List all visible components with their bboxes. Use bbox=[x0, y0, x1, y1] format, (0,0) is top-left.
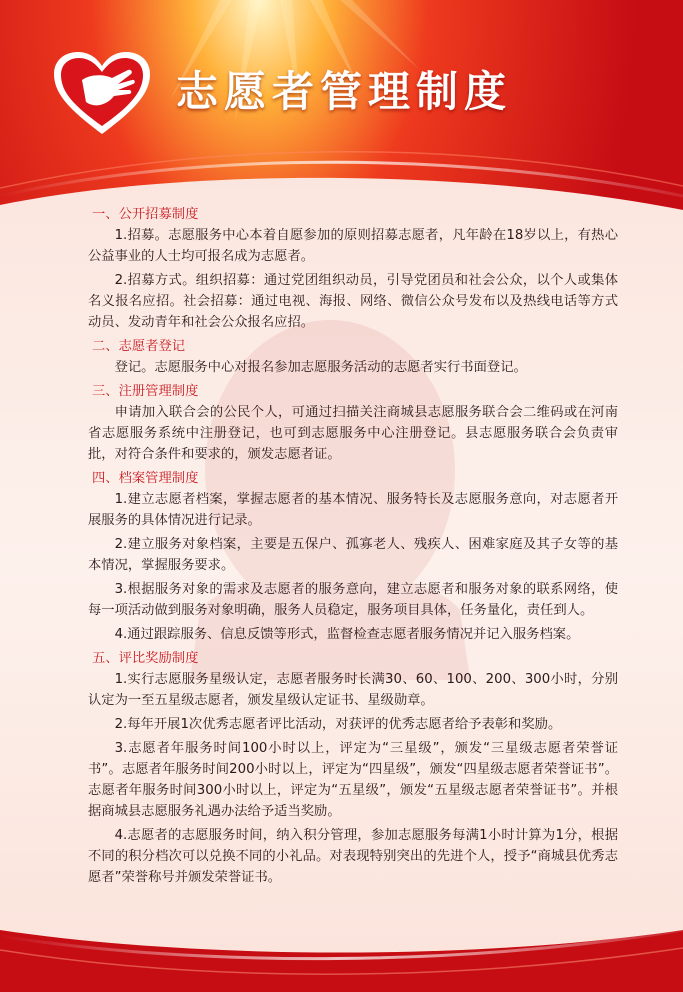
paragraph: 1.建立志愿者档案，掌握志愿者的基本情况、服务特长及志愿服务意向，对志愿者开展服务的具体情况进行记录。 bbox=[88, 492, 618, 528]
section-title: 二、志愿者登记 bbox=[92, 339, 186, 354]
regulation-content bbox=[88, 204, 618, 891]
paragraph: 1.招募。志愿服务中心本着自愿参加的原则招募志愿者，凡年龄在18岁以上，有热心公益事业的人士均可报名成为志愿者。 bbox=[88, 228, 618, 264]
section-title: 一、公开招募制度 bbox=[92, 207, 199, 222]
section-enrollment bbox=[88, 381, 618, 465]
volunteer-heart-hand-icon bbox=[52, 50, 152, 136]
section-recruitment bbox=[88, 204, 618, 333]
paragraph: 1.实行志愿服务星级认定，志愿者服务时长满30、60、100、200、300小时，分别认定为一至五星级志愿者，颁发星级认定证书、星级勋章。 bbox=[88, 672, 618, 708]
paragraph: 2.招募方式。组织招募：通过党团组织动员，引导党团员和社会公众，以个人或集体名义报名应招。社会招募：通过电视、海报、网络、微信公众号发布以及热线电话等方式动员、发动青年和社会公众报名应招。 bbox=[88, 273, 618, 330]
section-title: 三、注册管理制度 bbox=[92, 384, 199, 399]
section-title: 四、档案管理制度 bbox=[92, 471, 199, 486]
paragraph: 4.志愿者的志愿服务时间，纳入积分管理，参加志愿服务每满1小时计算为1分，根据不同的积分档次可以兑换不同的小礼品。对表现特别突出的先进个人，授予“商城县优秀志愿者”荣誉称号并颁发荣誉证书。 bbox=[88, 828, 618, 885]
paragraph: 2.每年开展1次优秀志愿者评比活动，对获评的优秀志愿者给予表彰和奖励。 bbox=[114, 717, 562, 732]
paragraph: 3.志愿者年服务时间100小时以上，评定为“三星级”，颁发“三星级志愿者荣誉证书”。志愿者年服务时间200小时以上，评定为“四星级”，颁发“四星级志愿者荣誉证书”。志愿者年服务时间300小时以上，评定为“五星级”，颁发“五星级志愿者荣誉证书”。并根据商城县志愿服务礼遇办法给予适当奖励。 bbox=[88, 741, 618, 819]
section-awards bbox=[88, 648, 618, 888]
paragraph: 2.建立服务对象档案，主要是五保户、孤寡老人、残疾人、困难家庭及其子女等的基本情况，掌握服务要求。 bbox=[88, 537, 618, 573]
paragraph: 登记。志愿服务中心对报名参加志愿服务活动的志愿者实行书面登记。 bbox=[114, 360, 527, 375]
section-registration bbox=[88, 336, 618, 378]
section-archives bbox=[88, 468, 618, 645]
paragraph: 申请加入联合会的公民个人，可通过扫描关注商城县志愿服务联合会二维码或在河南省志愿服务系统中注册登记，也可到志愿服务中心注册登记。县志愿服务联合会负责审批，对符合条件和要求的，颁发志愿者证。 bbox=[88, 405, 618, 462]
page-title: 志愿者管理制度 bbox=[176, 67, 513, 116]
paragraph: 3.根据服务对象的需求及志愿者的服务意向，建立志愿者和服务对象的联系网络，使每一项活动做到服务对象明确，服务人员稳定，服务项目具体，任务量化，责任到人。 bbox=[88, 582, 618, 618]
section-title: 五、评比奖励制度 bbox=[92, 651, 199, 666]
paragraph: 4.通过跟踪服务、信息反馈等形式，监督检查志愿者服务情况并记入服务档案。 bbox=[114, 627, 580, 642]
